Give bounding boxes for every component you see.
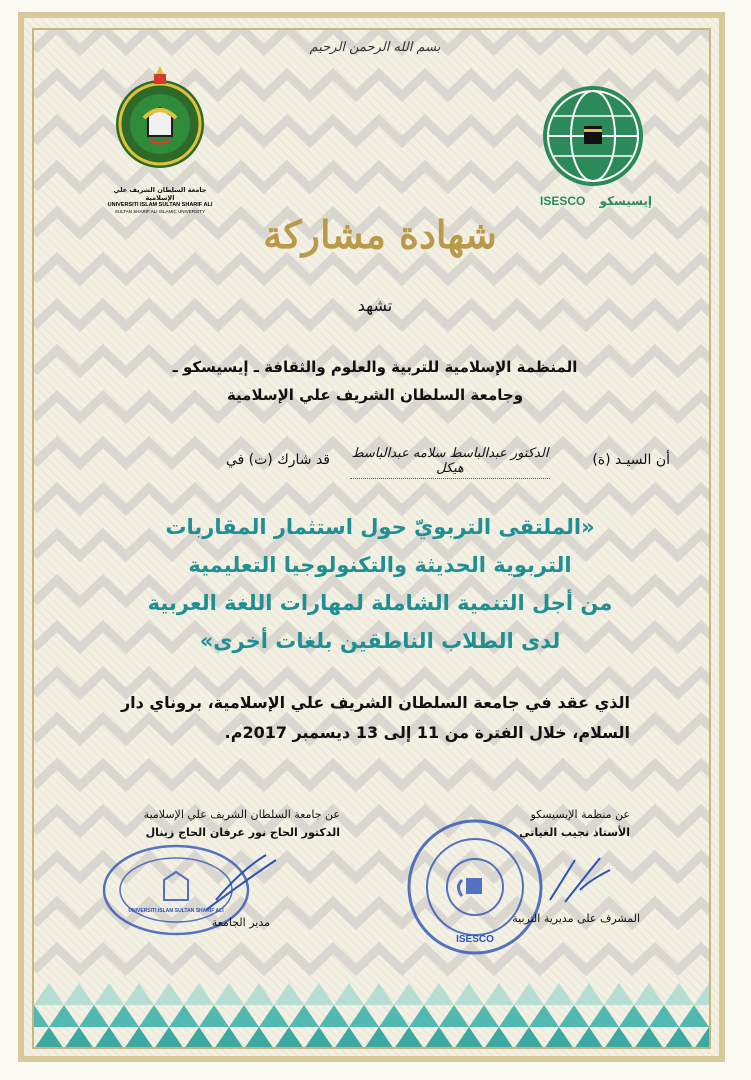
basmala: بسم الله الرحمن الرحيم [309,40,441,55]
venue-line: الذي عقد في جامعة السلطان الشريف علي الإسلامية، بروناي دار [120,693,630,712]
isesco-logo [528,78,658,218]
venue-text [120,688,630,748]
isesco-signatory-role: المشرف على مديرية التربية [512,912,640,925]
participant-line [110,446,670,478]
university-stamp-label: UNIVERSITI ISLAM SULTAN SHARIF ALI [128,908,224,914]
university-signatory-name: الدكتور الحاج نور عرفان الحاج زينال [145,826,340,839]
organization-line-2: وجامعة السلطان الشريف علي الإسلامية [226,386,524,404]
organization-line-1: المنظمة الإسلامية للتربية والعلوم والثقافة ـ إيسيسكو ـ [172,358,578,376]
teal-triangle-border [34,983,711,1049]
isesco-label-en: ISESCO [540,194,586,208]
participant-name: الدكتور عبدالباسط سلامه عبدالباسط هيكل [350,446,550,479]
isesco-stamp [400,812,550,962]
event-line: لدى الطلاب الناطقين بلغات أخرى» [199,629,561,653]
university-logo [100,62,220,212]
university-name-ms: UNIVERSITI ISLAM SULTAN SHARIF ALI [107,202,213,208]
attest-word: تشهد [357,296,393,315]
university-signatory-role: مدير الجامعة [211,916,270,929]
isesco-signature-scribble [540,850,620,910]
event-line: التربوية الحديثة والتكنولوجيا التعليمية [188,553,572,577]
isesco-signatory-name: الأستاذ نجيب الغياتي [519,826,630,839]
isesco-stamp-label: ISESCO [456,934,494,945]
isesco-label-ar: إيسيسكو [599,194,652,208]
event-title [120,508,640,660]
venue-line: السلام، خلال الفترة من 11 إلى 13 ديسمبر 2017م. [224,723,630,742]
participant-suffix: قد شارك (ت) في [225,452,330,468]
isesco-signature-org: عن منظمة الإيسيسكو [530,808,630,821]
university-emblem-icon [100,62,220,182]
globe-icon [528,78,658,190]
event-line: «الملتقى التربويّ حول استثمار المقاربات [165,515,595,539]
event-line: من أجل التنمية الشاملة لمهارات اللغة العربية [147,591,613,615]
participant-prefix: أن السيـد (ة) [592,452,670,468]
university-name-ar: جامعة السلطان الشريف علي الإسلامية [113,186,207,202]
university-signature-org: عن جامعة السلطان الشريف علي الإسلامية [143,808,340,821]
certificate-title: شهادة مشاركة [263,212,497,257]
university-name-en: SULTAN SHARIF ALI ISLAMIC UNIVERSITY [114,209,206,214]
